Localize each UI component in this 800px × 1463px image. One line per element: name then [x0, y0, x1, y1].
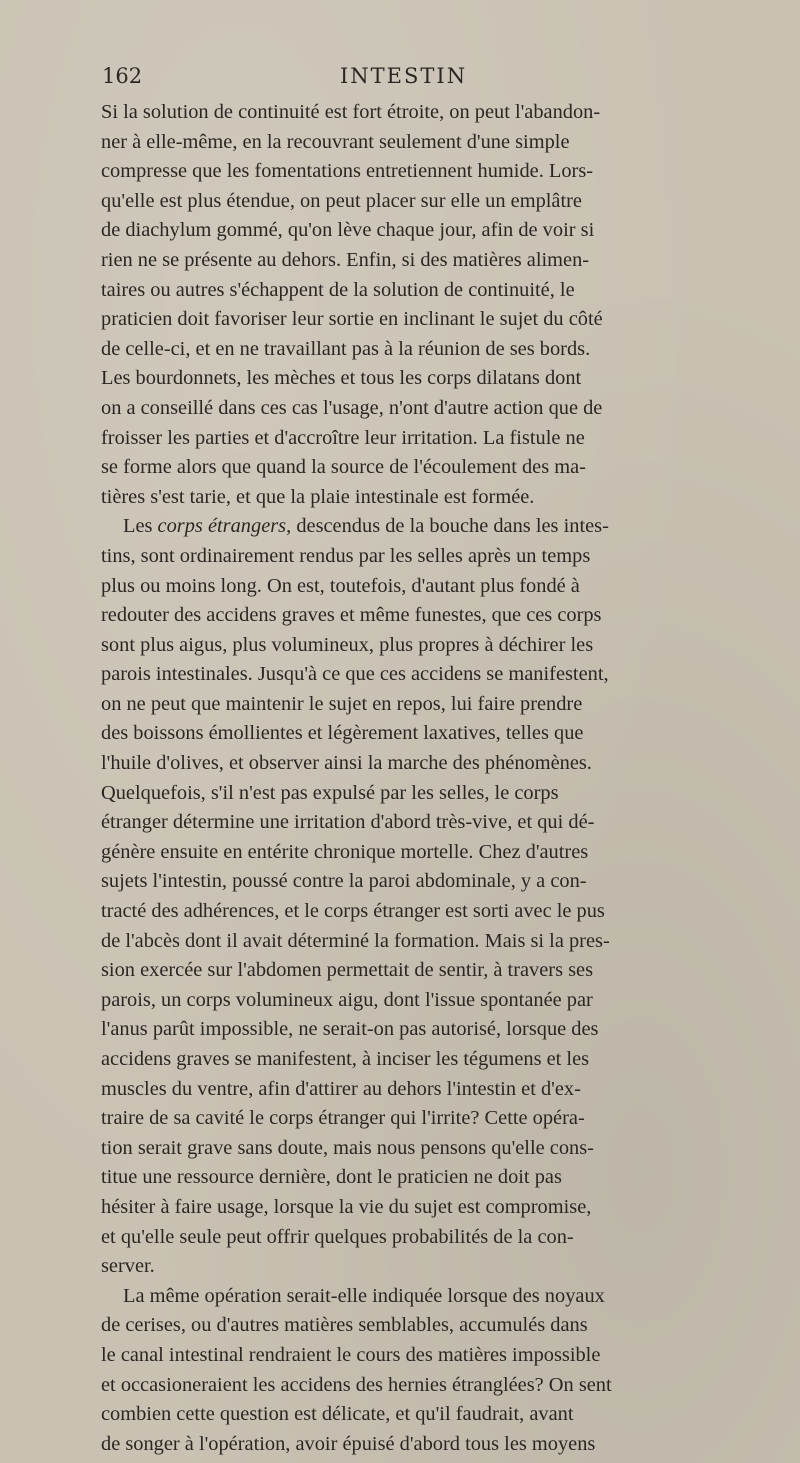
text-line: parois intestinales. Jusqu'à ce que ces accidens se manifestent,	[101, 663, 609, 686]
text-line: server.	[101, 1255, 155, 1278]
page-number: 162	[102, 64, 143, 88]
page-header	[100, 64, 700, 100]
text-line: froisser les parties et d'accroître leur irritation. La fistule ne	[101, 426, 585, 449]
paragraph-first-line: La même opération serait-elle indiquée lorsque des noyaux	[123, 1284, 605, 1307]
text-line: Quelquefois, s'il n'est pas expulsé par les selles, le corps	[101, 781, 559, 804]
text-line: combien cette question est délicate, et qu'il faudrait, avant	[101, 1403, 574, 1426]
running-head: INTESTIN	[340, 64, 468, 88]
text-line: compresse que les fomentations entretiennent humide. Lors-	[101, 160, 594, 183]
text-line: titue une ressource dernière, dont le praticien ne doit pas	[101, 1166, 562, 1189]
text-line: de songer à l'opération, avoir épuisé d'abord tous les moyens	[101, 1432, 596, 1455]
text-line: taires ou autres s'échappent de la solution de continuité, le	[101, 278, 575, 301]
text-line: plus ou moins long. On est, toutefois, d'autant plus fondé à	[101, 574, 580, 597]
text-line: traire de sa cavité le corps étranger qui l'irrite? Cette opéra-	[101, 1107, 585, 1130]
text-line: de cerises, ou d'autres matières semblables, accumulés dans	[101, 1314, 588, 1337]
text-line: tins, sont ordinairement rendus par les selles après un temps	[101, 544, 591, 567]
text-line: muscles du ventre, afin d'attirer au dehors l'intestin et d'ex-	[101, 1077, 581, 1100]
italic-term: corps étrangers	[157, 515, 287, 538]
text-line: sont plus aigus, plus volumineux, plus propres à déchirer les	[101, 633, 594, 656]
text-line: ner à elle-même, en la recouvrant seulement d'une simple	[101, 130, 570, 153]
text-line: de l'abcès dont il avait déterminé la formation. Mais si la pres-	[101, 929, 610, 952]
text-line: l'huile d'olives, et observer ainsi la marche des phénomènes.	[101, 752, 592, 775]
text-line: rien ne se présente au dehors. Enfin, si des matières alimen-	[101, 248, 590, 271]
text-line: et occasioneraient les accidens des hernies étranglées? On sent	[101, 1373, 612, 1396]
text-line: des boissons émollientes et légèrement laxatives, telles que	[101, 722, 584, 745]
text-line: hésiter à faire usage, lorsque la vie du sujet est compromise,	[101, 1195, 592, 1218]
text-line: tion serait grave sans doute, mais nous pensons qu'elle cons-	[101, 1136, 594, 1159]
text-line: tracté des adhérences, et le corps étranger est sorti avec le pus	[101, 900, 605, 923]
body-text	[101, 98, 787, 1459]
text-line: génère ensuite en entérite chronique mortelle. Chez d'autres	[101, 840, 589, 863]
text-line: sujets l'intestin, poussé contre la paroi abdominale, y a con-	[101, 870, 587, 893]
text-line: de celle-ci, et en ne travaillant pas à la réunion de ses bords.	[101, 337, 591, 360]
text-line: de diachylum gommé, qu'on lève chaque jour, afin de voir si	[101, 219, 595, 242]
text-line: accidens graves se manifestent, à inciser les tégumens et les	[101, 1048, 590, 1070]
text-line: qu'elle est plus étendue, on peut placer sur elle un emplâtre	[101, 189, 582, 212]
text-line: Les bourdonnets, les mèches et tous les corps dilatans dont	[101, 367, 582, 390]
text-line: tières s'est tarie, et que la plaie intestinale est formée.	[101, 485, 535, 508]
text-line: et qu'elle seule peut offrir quelques probabilités de la con-	[101, 1225, 574, 1248]
text-line: sion exercée sur l'abdomen permettait de sentir, à travers ses	[101, 959, 594, 982]
text-line: parois, un corps volumineux aigu, dont l'issue spontanée par	[101, 988, 593, 1011]
text-line: étranger détermine une irritation d'abord très-vive, et qui dé-	[101, 811, 595, 834]
text-line: le canal intestinal rendraient le cours des matières impossible	[101, 1343, 601, 1366]
text-line: redouter des accidens graves et même funestes, que ces corps	[101, 604, 602, 627]
text-line: on ne peut que maintenir le sujet en repos, lui faire prendre	[101, 692, 583, 715]
paragraph-first-line: Les corps étrangers, descendus de la bouche dans les intes-	[123, 515, 609, 538]
text-line: se forme alors que quand la source de l'écoulement des ma-	[101, 456, 586, 479]
text-line: praticien doit favoriser leur sortie en inclinant le sujet du côté	[101, 308, 603, 331]
text-line: l'anus parût impossible, ne serait-on pas autorisé, lorsque des	[101, 1018, 599, 1041]
text-line: on a conseillé dans ces cas l'usage, n'ont d'autre action que de	[101, 396, 603, 419]
text-line: Si la solution de continuité est fort étroite, on peut l'abandon-	[101, 101, 601, 123]
